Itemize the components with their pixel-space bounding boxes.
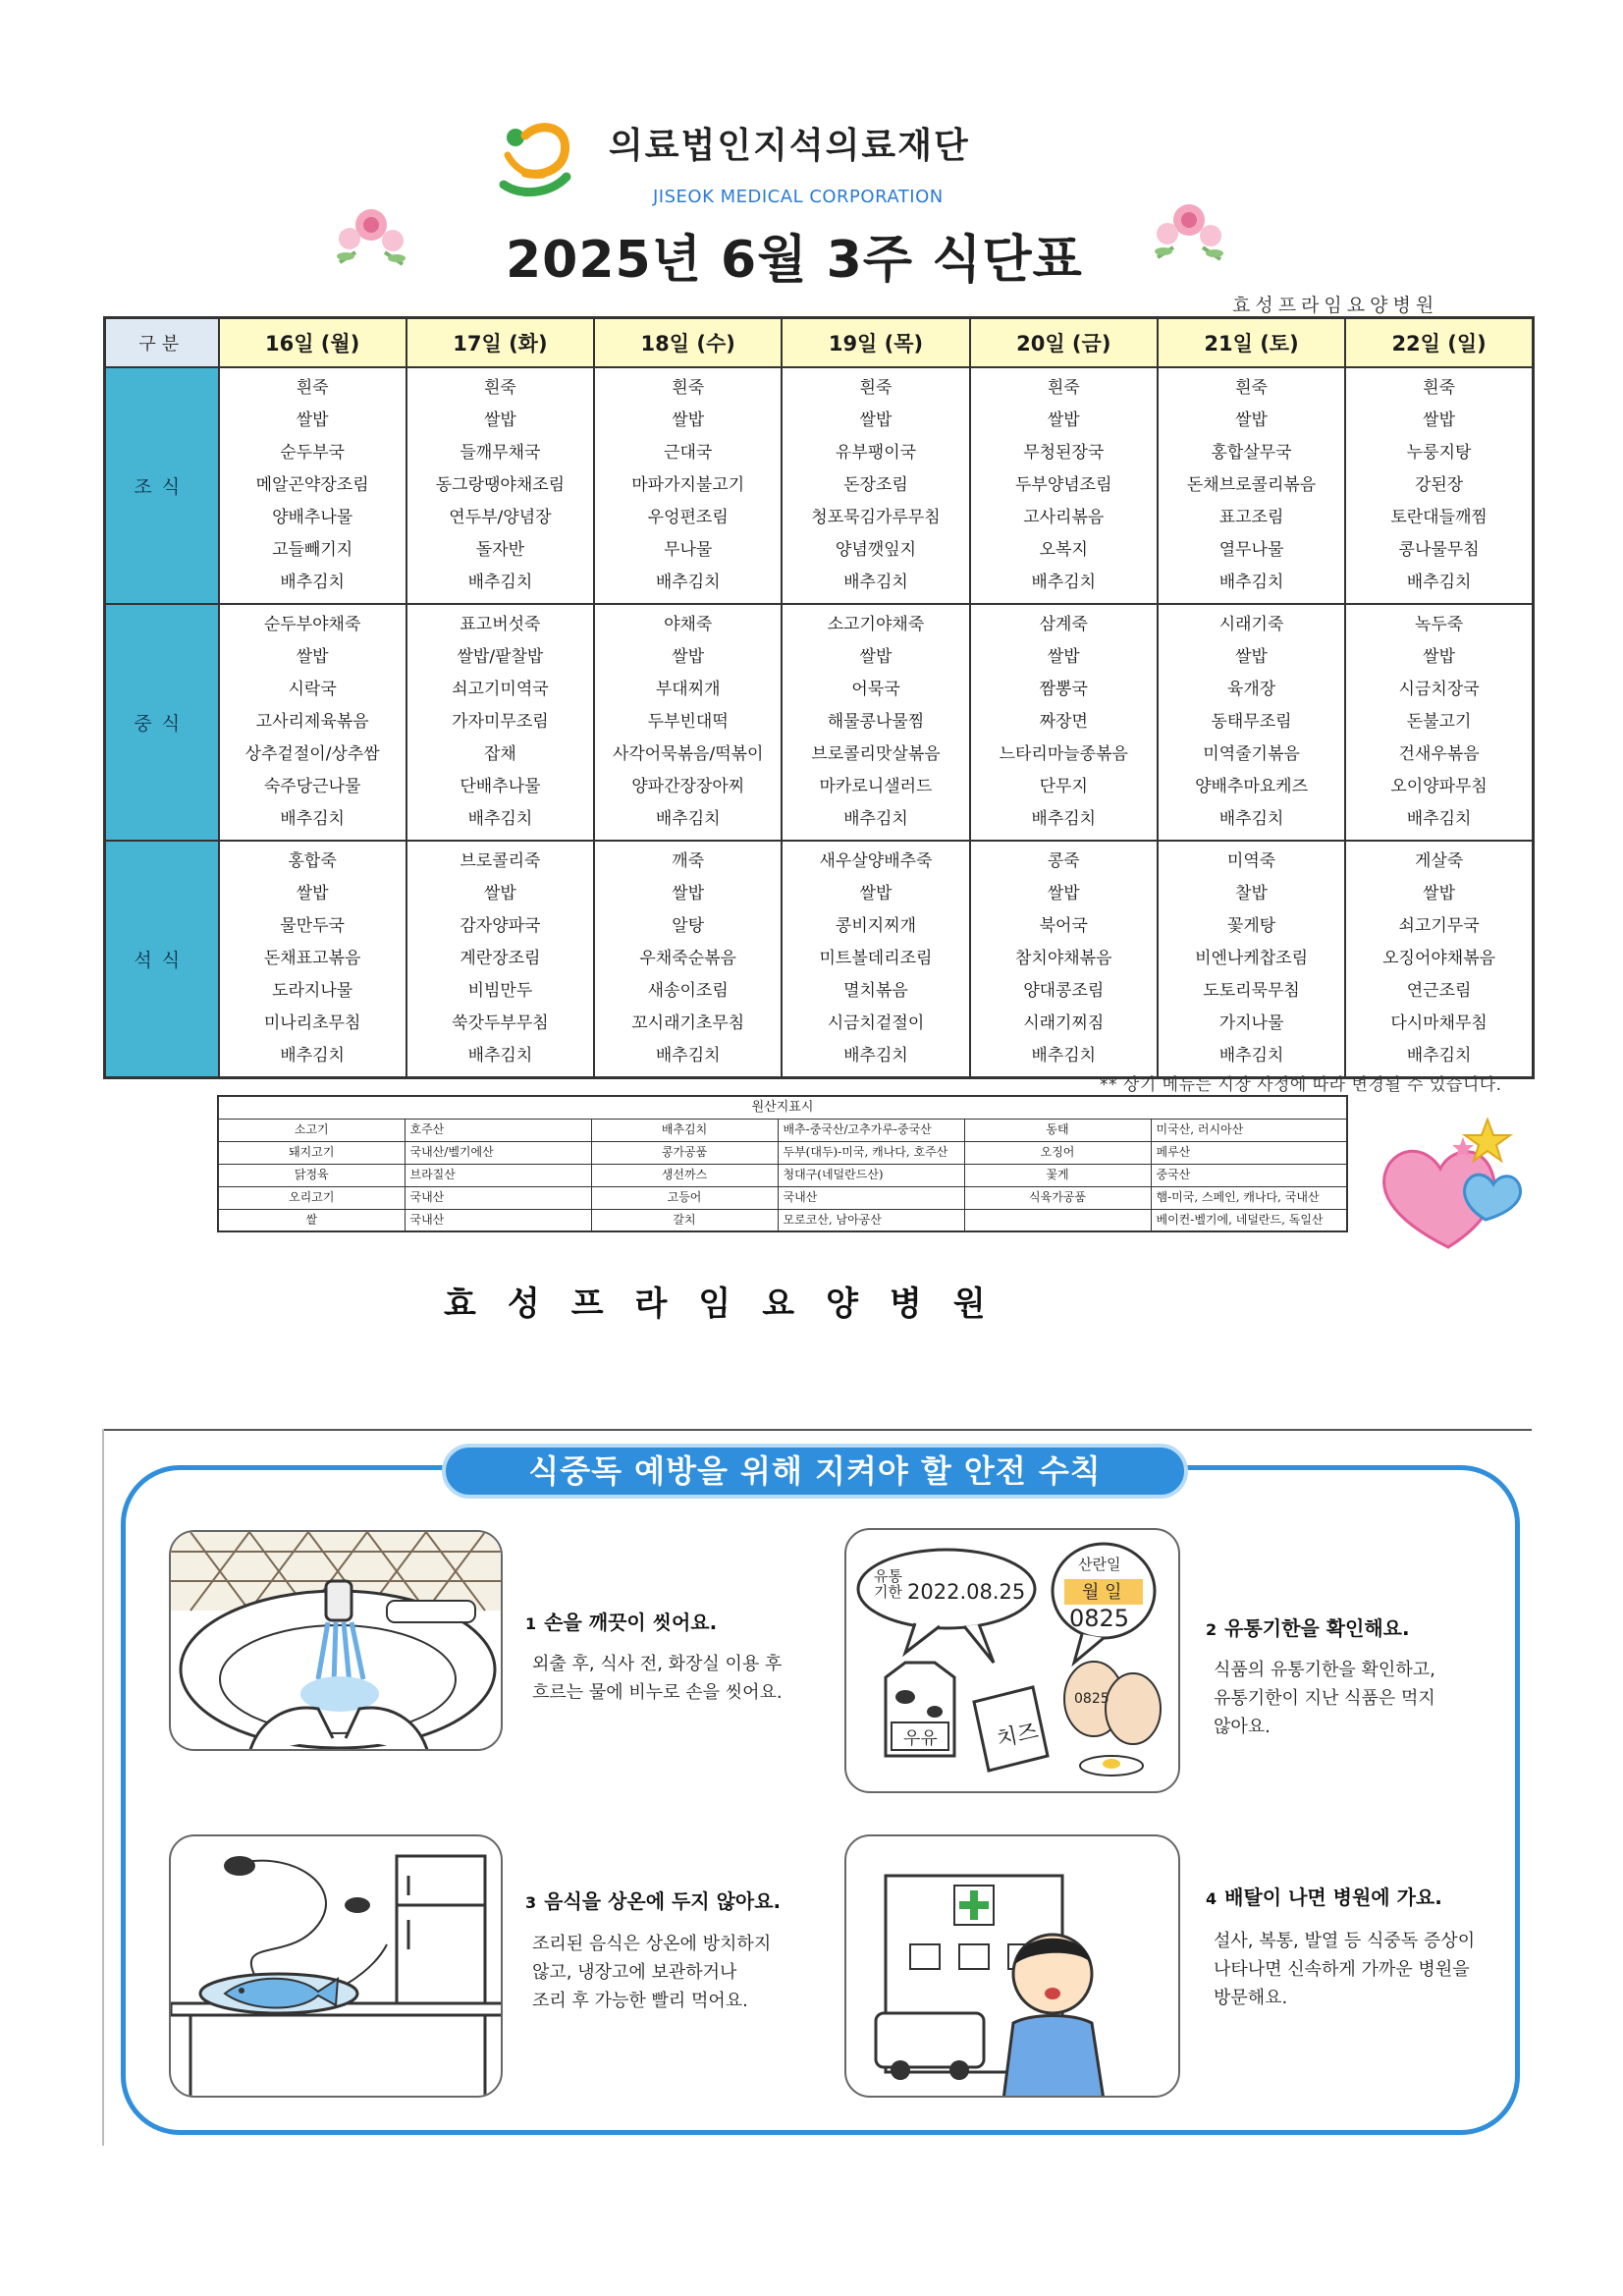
egg-code: 0825: [1074, 1691, 1109, 1707]
dish-item: 무나물: [664, 539, 713, 560]
menu-cell: [219, 367, 406, 604]
origin-table-title: 원산지표시: [218, 1096, 1347, 1119]
dish-item: 배추김치: [280, 1045, 345, 1066]
dish-item: 돌자반: [475, 539, 525, 560]
dish-item: 배추김치: [1218, 1045, 1284, 1066]
flower-icon: [326, 191, 416, 270]
menu-body: [105, 367, 1534, 1078]
dish-item: 쌀밥: [1423, 646, 1456, 667]
origin-source: 청대구(네덜란드산): [778, 1164, 964, 1186]
menu-change-notice: ** 상기 메뉴는 시장 사정에 따라 변경될 수 있습니다.: [1100, 1075, 1502, 1095]
dish-item: 홍합죽: [288, 850, 337, 871]
menu-cell: [970, 841, 1158, 1078]
dish-item: 순두부국: [280, 442, 345, 463]
menu-cell: [594, 367, 782, 604]
dish-item: 돈채브로콜리볶음: [1186, 474, 1317, 495]
produced-code: 0825: [1069, 1605, 1130, 1632]
dish-item: 흰죽: [296, 377, 329, 398]
dish-item: 배추김치: [280, 808, 345, 829]
dish-item: 쇠고기미역국: [452, 679, 549, 699]
hospital-name-footer: 효성프라임요양병원: [444, 1285, 1017, 1324]
dish-item: 쑥갓두부무침: [452, 1012, 549, 1033]
origin-item: [964, 1209, 1151, 1231]
dish-item: 꼬시래기초무침: [631, 1012, 745, 1033]
expiry-date-illustration: [844, 1528, 1180, 1793]
menu-cell: [1158, 841, 1345, 1078]
dish-item: 콩나물무침: [1398, 539, 1480, 560]
origin-item: 닭정육: [218, 1164, 405, 1186]
menu-header-row: [105, 318, 1534, 367]
dish-item: 쌀밥: [672, 410, 705, 430]
origin-item: 동태: [964, 1119, 1151, 1141]
dish-item: 잡채: [483, 743, 516, 764]
origin-item: 고등어: [591, 1186, 778, 1209]
dish-item: 미나리초무침: [263, 1012, 361, 1033]
menu-cell: [1345, 841, 1533, 1078]
dish-item: 토란대들깨찜: [1390, 507, 1488, 527]
dish-item: 마파가지불고기: [631, 474, 745, 495]
dish-item: 동그랑땡야채조림: [435, 474, 566, 495]
dish-item: 쌀밥: [1047, 883, 1080, 903]
dish-item: 게살죽: [1414, 850, 1464, 871]
origin-item: 생선까스: [591, 1164, 778, 1186]
dish-item: 배추김치: [655, 808, 721, 829]
dish-item: 짬뽕국: [1039, 679, 1088, 699]
dish-item: 배추김치: [1406, 572, 1472, 592]
dish-item: 미역줄기볶음: [1203, 743, 1300, 764]
dish-item: 쇠고기무국: [1398, 915, 1480, 936]
dish-item: 배추김치: [280, 572, 345, 592]
dish-item: 시래기죽: [1218, 614, 1284, 634]
dish-item: 콩비지찌개: [835, 915, 917, 936]
meal-label: 석식: [105, 841, 219, 1078]
meal-row: [105, 367, 1534, 604]
origin-source: 국내산/벨기에산: [405, 1141, 591, 1164]
dish-item: 표고버섯죽: [460, 614, 541, 634]
dish-item: 육개장: [1226, 679, 1276, 699]
dish-item: 쌀밥: [1423, 883, 1456, 903]
food-storage-illustration: [169, 1834, 503, 2098]
day-header: 21일 (토): [1158, 318, 1345, 367]
day-header: 16일 (월): [219, 318, 406, 367]
origin-item: 쌀: [218, 1209, 405, 1231]
menu-cell: [782, 604, 969, 841]
menu-cell: [970, 604, 1158, 841]
dish-item: 누룽지탕: [1406, 442, 1472, 463]
dish-item: 메알곤약장조림: [255, 474, 369, 495]
dish-item: 미트볼데리조림: [819, 948, 933, 968]
dish-item: 표고조림: [1218, 507, 1284, 527]
dish-item: 부대찌개: [655, 679, 721, 699]
menu-cell: [594, 604, 782, 841]
dish-item: 단배추나물: [460, 776, 541, 796]
menu-cell: [406, 604, 594, 841]
dish-item: 쌀밥: [1423, 410, 1456, 430]
cheese-label: 치즈: [994, 1719, 1041, 1753]
origin-source: 배추-중국산/고추가루-중국산: [778, 1119, 964, 1141]
day-header: 18일 (수): [594, 318, 782, 367]
day-header: 17일 (화): [406, 318, 594, 367]
dish-item: 오징어야채볶음: [1382, 948, 1496, 968]
dish-item: 흰죽: [483, 377, 516, 398]
dish-item: 유부팽이국: [835, 442, 917, 463]
dish-item: 동태무조림: [1211, 711, 1292, 732]
dish-item: 시래기찌짐: [1023, 1012, 1105, 1033]
dish-item: 북어국: [1039, 915, 1088, 936]
menu-cell: [1345, 604, 1533, 841]
dish-item: 배추김치: [1218, 808, 1284, 829]
dish-item: 연근조림: [1406, 980, 1472, 1001]
dish-item: 고사리볶음: [1023, 507, 1105, 527]
expiry-label: 유통 기한: [874, 1567, 902, 1601]
dish-item: 흰죽: [1423, 377, 1456, 398]
dish-item: 쌀밥: [483, 410, 516, 430]
dish-item: 콩죽: [1047, 850, 1080, 871]
dish-item: 배추김치: [1031, 1045, 1097, 1066]
dish-item: 미역죽: [1226, 850, 1276, 871]
origin-item: 오리고기: [218, 1186, 405, 1209]
origin-source: 두부(대두)-미국, 캐나다, 호주산: [778, 1141, 964, 1164]
origin-item: 돼지고기: [218, 1141, 405, 1164]
dish-item: 홍합살무국: [1211, 442, 1292, 463]
dish-item: 배추김치: [1031, 572, 1097, 592]
food-storage-icon: [171, 1836, 503, 2098]
dish-item: 배추김치: [843, 572, 908, 592]
dish-item: 비엔나케찹조림: [1195, 948, 1309, 968]
dish-item: 시금치장국: [1398, 679, 1480, 699]
origin-item: 배추김치: [591, 1119, 778, 1141]
dish-item: 배추김치: [467, 808, 533, 829]
menu-cell: [219, 604, 406, 841]
dish-item: 시락국: [288, 679, 337, 699]
dish-item: 참치야채볶음: [1014, 948, 1112, 968]
origin-row: [218, 1119, 1347, 1141]
flower-icon: [1144, 187, 1234, 265]
dish-item: 느타리마늘종볶음: [999, 743, 1128, 764]
food-safety-banner: 식중독 예방을 위해 지켜야 할 안전 수칙: [442, 1444, 1188, 1499]
menu-cell: [1158, 367, 1345, 604]
dish-item: 계란장조림: [460, 948, 541, 968]
dish-item: 흰죽: [859, 377, 893, 398]
dish-item: 깨죽: [672, 850, 705, 871]
dish-item: 브로콜리맛살볶음: [811, 743, 941, 764]
origin-item: 오징어: [964, 1141, 1151, 1164]
foundation-logo-icon: [496, 116, 584, 204]
dish-item: 쌀밥: [483, 883, 516, 903]
origin-source: 국내산: [405, 1209, 591, 1231]
dish-item: 우채죽순볶음: [639, 948, 736, 968]
dish-item: 고사리제육볶음: [255, 711, 369, 732]
menu-cell: [782, 841, 969, 1078]
dish-item: 배추김치: [655, 572, 721, 592]
produced-sub: 월 일: [1082, 1582, 1122, 1603]
expiry-date-icon: [846, 1530, 1180, 1793]
origin-source: 국내산: [778, 1186, 964, 1209]
dish-item: 쌀밥: [296, 410, 329, 430]
dish-item: 청포묵김가루무침: [811, 507, 941, 527]
dish-item: 순두부야채죽: [263, 614, 361, 634]
dish-item: 두부빈대떡: [647, 711, 729, 732]
dish-item: 시금치겉절이: [827, 1012, 925, 1033]
dish-item: 쌀밥: [296, 646, 329, 667]
menu-cell: [594, 841, 782, 1078]
page-header: [0, 0, 1623, 314]
menu-cell: [970, 367, 1158, 604]
dish-item: 열무나물: [1218, 539, 1284, 560]
dish-item: 물만두국: [280, 915, 345, 936]
dish-item: 배추김치: [1218, 572, 1284, 592]
tip-body: 외출 후, 식사 전, 화장실 이용 후 흐르는 물에 비누로 손을 씻어요.: [532, 1654, 783, 1703]
page-title: 2025년 6월 3주 식단표: [506, 231, 1083, 290]
dish-item: 우엉편조림: [647, 507, 729, 527]
origin-row: [218, 1164, 1347, 1186]
meal-row: [105, 841, 1534, 1078]
day-header: 22일 (일): [1345, 318, 1533, 367]
dish-item: 돈불고기: [1406, 711, 1472, 732]
dish-item: 소고기야채죽: [827, 614, 925, 634]
menu-cell: [1158, 604, 1345, 841]
dish-item: 사각어묵볶음/떡볶이: [612, 743, 764, 764]
dish-item: 꽃게탕: [1226, 915, 1276, 936]
dish-item: 쌀밥: [296, 883, 329, 903]
dish-item: 다시마채무침: [1390, 1012, 1488, 1033]
dish-item: 배추김치: [843, 1045, 908, 1066]
menu-corner-label: 구분: [105, 318, 219, 367]
origin-row: [218, 1141, 1347, 1164]
hospital-name-top: 효성프라임요양병원: [1232, 295, 1439, 316]
meal-label: 조식: [105, 367, 219, 604]
dish-item: 어묵국: [851, 679, 900, 699]
dish-item: 마카로니샐러드: [819, 776, 933, 796]
dish-item: 새송이조림: [647, 980, 729, 1001]
dish-item: 양파간장장아찌: [631, 776, 745, 796]
origin-source: 미국산, 러시아산: [1151, 1119, 1347, 1141]
dish-item: 찰밥: [1235, 883, 1268, 903]
dish-item: 야채죽: [664, 614, 713, 634]
dish-item: 비빔만두: [467, 980, 533, 1001]
menu-cell: [219, 841, 406, 1078]
dish-item: 가자미무조림: [452, 711, 549, 732]
meal-row: [105, 604, 1534, 841]
dish-item: 흰죽: [672, 377, 705, 398]
organization-name: 의료법인지석의료재단: [609, 126, 970, 166]
menu-cell: [406, 841, 594, 1078]
tip-title: 4 배탈이 나면 병원에 가요.: [1206, 1886, 1442, 1909]
dish-item: 두부양념조림: [1014, 474, 1112, 495]
dish-item: 양배추나물: [272, 507, 353, 527]
dish-item: 쌀밥: [1047, 646, 1080, 667]
dish-item: 브로콜리죽: [460, 850, 541, 871]
tip-body: 조리된 음식은 상온에 방치하지 않고, 냉장고에 보관하거나 조리 후 가능한 빨리 먹어요.: [532, 1934, 772, 2011]
meal-label: 중식: [105, 604, 219, 841]
handwash-icon: [171, 1532, 503, 1751]
dish-item: 쌀밥: [1235, 646, 1268, 667]
dish-item: 들깨무채국: [460, 442, 541, 463]
origin-source: 국내산: [405, 1186, 591, 1209]
dish-item: 쌀밥/팥찰밥: [457, 646, 544, 667]
dish-item: 쌀밥: [1047, 410, 1080, 430]
dish-item: 짜장면: [1039, 711, 1088, 732]
dish-item: 쌀밥: [859, 410, 893, 430]
origin-row: [218, 1209, 1347, 1231]
menu-cell: [406, 367, 594, 604]
dish-item: 녹두죽: [1414, 614, 1464, 634]
hospital-visit-illustration: [844, 1834, 1180, 2098]
origin-table: [217, 1095, 1348, 1232]
section-divider: [103, 1429, 1532, 1431]
origin-item: 소고기: [218, 1119, 405, 1141]
tip-body: 설사, 복통, 발열 등 식중독 증상이 나타나면 신속하게 가까운 병원을 방문해요.: [1214, 1931, 1476, 2008]
dish-item: 감자양파국: [460, 915, 541, 936]
origin-source: 햄-미국, 스페인, 캐나다, 국내산: [1151, 1186, 1347, 1209]
origin-item: 꽃게: [964, 1164, 1151, 1186]
hospital-visit-icon: [846, 1836, 1180, 2098]
day-header: 20일 (금): [970, 318, 1158, 367]
dish-item: 해물콩나물찜: [827, 711, 925, 732]
dish-item: 무청된장국: [1023, 442, 1105, 463]
origin-source: 중국산: [1151, 1164, 1347, 1186]
dish-item: 고들빼기지: [272, 539, 353, 560]
origin-row: [218, 1186, 1347, 1209]
origin-body: [218, 1119, 1347, 1231]
produced-label: 산란일: [1078, 1556, 1121, 1573]
origin-source: 모로코산, 남아공산: [778, 1209, 964, 1231]
origin-source: 호주산: [405, 1119, 591, 1141]
dish-item: 배추김치: [467, 1045, 533, 1066]
dish-item: 도라지나물: [272, 980, 353, 1001]
dish-item: 배추김치: [843, 808, 908, 829]
dish-item: 멸치볶음: [843, 980, 908, 1001]
dish-item: 숙주당근나물: [263, 776, 361, 796]
tip-title: 2 유통기한을 확인해요.: [1206, 1616, 1410, 1640]
tip-title: 3 음식을 상온에 두지 않아요.: [525, 1889, 782, 1913]
tip-body: 식품의 유통기한을 확인하고, 유통기한이 지난 식품은 먹지 않아요.: [1214, 1660, 1435, 1737]
origin-item: 갈치: [591, 1209, 778, 1231]
menu-cell: [1345, 367, 1533, 604]
dish-item: 쌀밥: [672, 646, 705, 667]
dish-item: 근대국: [664, 442, 713, 463]
handwash-illustration: [169, 1530, 503, 1751]
tip-title: 1 손을 깨끗이 씻어요.: [525, 1611, 718, 1634]
dish-item: 상추겉절이/상추쌈: [244, 743, 380, 764]
menu-cell: [782, 367, 969, 604]
dish-item: 배추김치: [467, 572, 533, 592]
organization-english-name: JISEOK MEDICAL CORPORATION: [653, 187, 944, 207]
dish-item: 오이양파무침: [1390, 776, 1488, 796]
dish-item: 가지나물: [1218, 1012, 1284, 1033]
dish-item: 새우살양배추죽: [819, 850, 933, 871]
expiry-date: 2022.08.25: [907, 1580, 1026, 1604]
dish-item: 오복지: [1039, 539, 1088, 560]
origin-item: 식육가공품: [964, 1186, 1151, 1209]
dish-item: 삼계죽: [1039, 614, 1088, 634]
dish-item: 단무지: [1039, 776, 1088, 796]
day-header: 19일 (목): [782, 318, 969, 367]
weekly-menu-table: [103, 316, 1535, 1079]
dish-item: 돈장조림: [843, 474, 908, 495]
dish-item: 배추김치: [1406, 1045, 1472, 1066]
origin-item: 콩가공품: [591, 1141, 778, 1164]
dish-item: 양대콩조림: [1023, 980, 1105, 1001]
dish-item: 배추김치: [655, 1045, 721, 1066]
dish-item: 연두부/양념장: [449, 507, 552, 527]
origin-source: 베이컨-벨기에, 네덜란드, 독일산: [1151, 1209, 1347, 1231]
dish-item: 도토리묵무침: [1203, 980, 1300, 1001]
origin-source: 페루산: [1151, 1141, 1347, 1164]
section-divider-vertical: [102, 1429, 104, 2146]
origin-source: 브라질산: [405, 1164, 591, 1186]
milk-label: 우유: [903, 1728, 938, 1749]
dish-item: 강된장: [1414, 474, 1464, 495]
dish-item: 양배추마요케즈: [1195, 776, 1309, 796]
dish-item: 알탕: [672, 915, 705, 936]
dish-item: 돈채표고볶음: [263, 948, 361, 968]
dish-item: 배추김치: [1031, 808, 1097, 829]
dish-item: 건새우볶음: [1398, 743, 1480, 764]
dish-item: 쌀밥: [859, 883, 893, 903]
dish-item: 쌀밥: [859, 646, 893, 667]
dish-item: 흰죽: [1047, 377, 1080, 398]
hearts-decoration-icon: [1370, 1110, 1527, 1257]
dish-item: 쌀밥: [1235, 410, 1268, 430]
dish-item: 양념깻잎지: [835, 539, 917, 560]
dish-item: 흰죽: [1235, 377, 1268, 398]
dish-item: 쌀밥: [672, 883, 705, 903]
dish-item: 배추김치: [1406, 808, 1472, 829]
